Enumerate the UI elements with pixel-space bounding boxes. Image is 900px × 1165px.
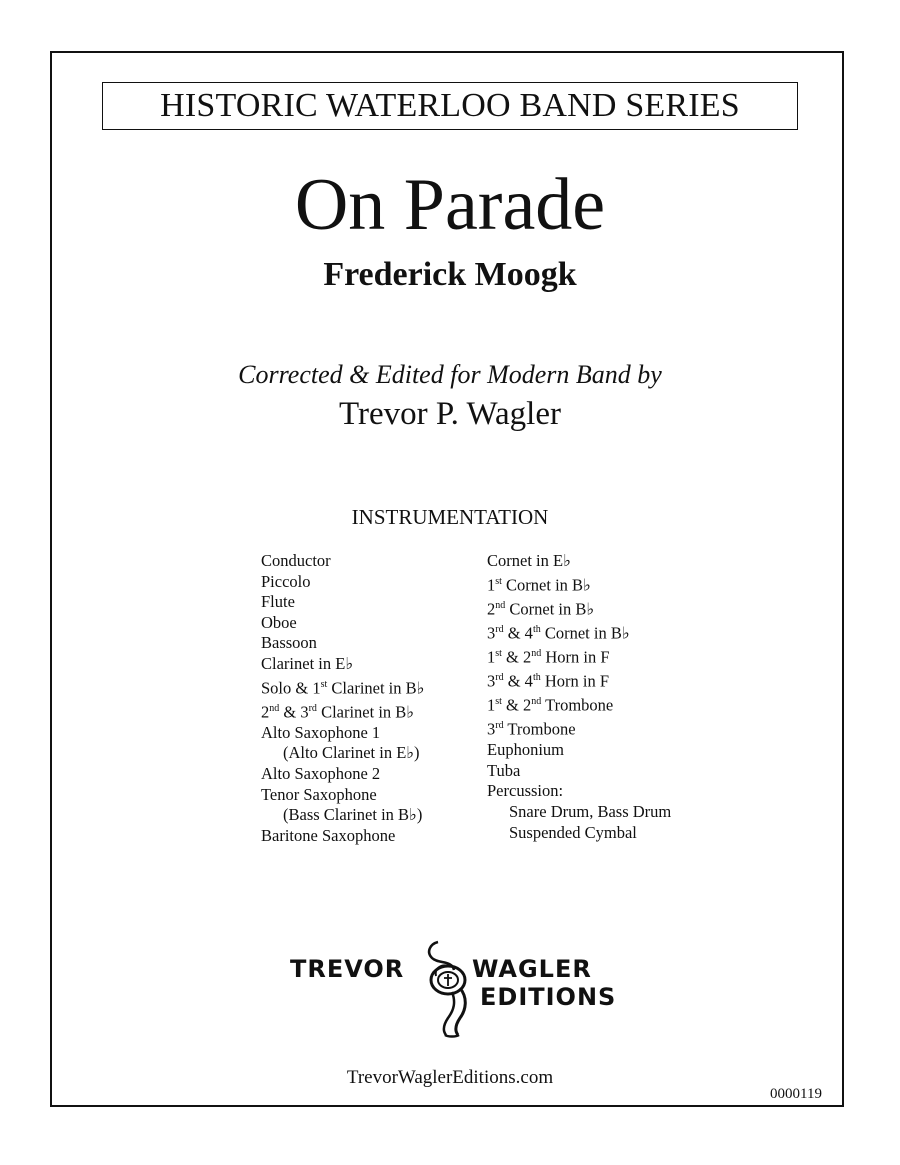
instrument-item: 1st & 2nd Horn in F bbox=[487, 647, 610, 667]
instrument-item: Snare Drum, Bass Drum bbox=[509, 802, 672, 822]
instrument-item: Cornet in E♭ bbox=[487, 551, 571, 570]
logo-word-wagler: WAGLER bbox=[472, 955, 592, 983]
logo-word-trevor: TREVOR bbox=[290, 955, 405, 983]
instrument-item: Alto Saxophone 2 bbox=[261, 763, 381, 783]
instrument-item: 1st & 2nd Trombone bbox=[487, 695, 614, 715]
instrument-item: 3rd & 4th Horn in F bbox=[487, 671, 610, 691]
instrument-item: 1st Cornet in B♭ bbox=[487, 575, 591, 595]
editor-name: Trevor P. Wagler bbox=[339, 396, 561, 432]
composer-name: Frederick Moogk bbox=[323, 256, 577, 293]
instrument-item: 3rd Trombone bbox=[487, 719, 576, 739]
instrument-item: Baritone Saxophone bbox=[261, 825, 396, 845]
series-title-text: HISTORIC WATERLOO BAND SERIES bbox=[160, 87, 740, 124]
instrument-item: Tenor Saxophone bbox=[261, 784, 377, 804]
instrument-item: Alto Saxophone 1 bbox=[261, 722, 381, 742]
instrument-list-left bbox=[261, 551, 424, 846]
instrument-item: 3rd & 4th Cornet in B♭ bbox=[487, 623, 630, 643]
instrument-item: (Alto Clarinet in E♭) bbox=[283, 743, 420, 763]
instrument-item: (Bass Clarinet in B♭) bbox=[283, 805, 423, 825]
instrument-item: 2nd Cornet in B♭ bbox=[487, 599, 595, 619]
catalog-number: 0000119 bbox=[770, 1086, 822, 1102]
instrument-item: Euphonium bbox=[487, 740, 564, 760]
instrument-item: 2nd & 3rd Clarinet in B♭ bbox=[261, 702, 415, 722]
edited-by-line: Corrected & Edited for Modern Band by bbox=[238, 360, 662, 389]
logo-word-editions: EDITIONS bbox=[480, 983, 617, 1011]
instrument-item: Solo & 1st Clarinet in B♭ bbox=[261, 678, 425, 698]
piece-title: On Parade bbox=[294, 164, 606, 246]
instrument-item: Percussion: bbox=[487, 781, 564, 801]
instrument-item: Suspended Cymbal bbox=[509, 822, 637, 842]
horn-icon bbox=[408, 938, 488, 1038]
instrument-item: Bassoon bbox=[261, 633, 317, 653]
series-title bbox=[102, 82, 798, 130]
instrument-item: Piccolo bbox=[261, 571, 311, 591]
instrument-item: Conductor bbox=[261, 551, 331, 570]
website-url: TrevorWaglerEditions.com bbox=[346, 1067, 554, 1088]
instrument-item: Clarinet in E♭ bbox=[261, 653, 354, 673]
instrument-list-right bbox=[487, 551, 671, 843]
instrument-item: Tuba bbox=[487, 760, 521, 780]
instrument-item: Oboe bbox=[261, 612, 297, 632]
instrumentation-heading: INSTRUMENTATION bbox=[351, 505, 549, 529]
instrument-item: Flute bbox=[261, 592, 295, 612]
publisher-logo bbox=[290, 938, 620, 1038]
